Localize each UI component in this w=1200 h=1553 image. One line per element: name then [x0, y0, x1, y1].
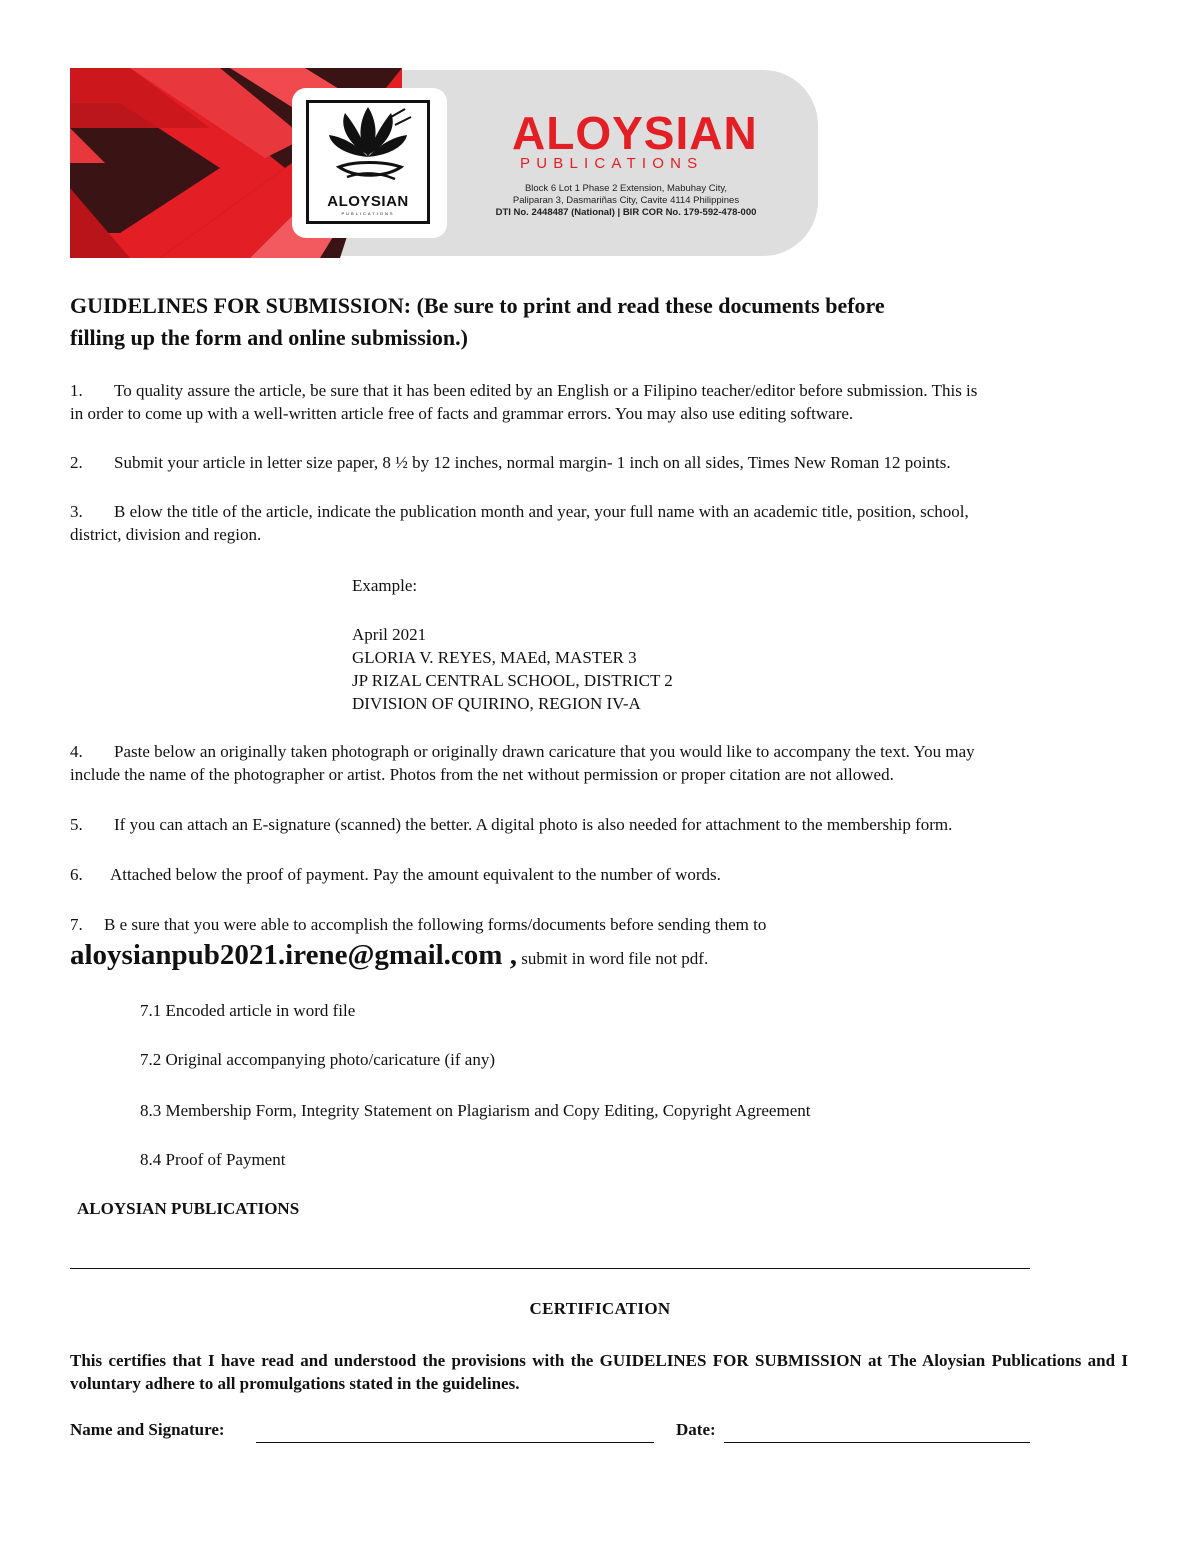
- heading-line-1: GUIDELINES FOR SUBMISSION: (Be sure to print and read these documents before: [70, 293, 885, 318]
- example-block: [352, 623, 673, 715]
- logo-mark: [306, 100, 430, 224]
- header-banner: [70, 68, 820, 258]
- item-text: include the name of the photographer or artist. Photos from the net without permission or proper citation are not allowed.: [70, 765, 894, 784]
- address-line-2: Paliparan 3, Dasmariñas City, Cavite 4114 Philippines: [512, 195, 740, 206]
- example-label: Example:: [352, 576, 418, 595]
- registration-line: DTI No. 2448487 (National) | BIR COR No. 179-592-478-000: [495, 207, 757, 218]
- example-line: JP RIZAL CENTRAL SCHOOL, DISTRICT 2: [352, 671, 673, 690]
- name-signature-field[interactable]: [256, 1442, 654, 1443]
- guideline-item-4: [70, 740, 1130, 786]
- submission-email-link[interactable]: aloysianpub2021.irene@gmail.com: [70, 939, 503, 971]
- example-line: GLORIA V. REYES, MAEd, MASTER 3: [352, 648, 637, 667]
- example-line: April 2021: [352, 625, 427, 644]
- guideline-item-7: [70, 913, 1130, 936]
- item-text: Submit your article in letter size paper, 8 ½ by 12 inches, normal margin- 1 inch on all sides, Times New Roman 12 points.: [114, 453, 951, 472]
- item-text: To quality assure the article, be sure that it has been edited by an English or a Filipino teacher/editor before submission. This is: [114, 381, 978, 400]
- guideline-item-5: [70, 813, 1130, 836]
- item-text: district, division and region.: [70, 525, 262, 544]
- guidelines-heading: [70, 290, 1130, 354]
- item-number: 6.: [70, 865, 83, 884]
- name-signature-label: Name and Signature:: [70, 1420, 225, 1439]
- guideline-item-3: [70, 500, 1130, 546]
- item-text: B e sure that you were able to accomplish the following forms/documents before sending them to: [104, 915, 767, 934]
- date-field[interactable]: [724, 1442, 1030, 1443]
- subitem: 8.3 Membership Form, Integrity Statement on Plagiarism and Copy Editing, Copyright Agreement: [140, 1101, 811, 1120]
- signoff-org-name: ALOYSIAN PUBLICATIONS: [77, 1199, 300, 1218]
- item-text: in order to come up with a well-written article free of facts and grammar errors. You may also use editing software.: [70, 404, 854, 423]
- section-divider: [70, 1268, 1030, 1269]
- item-text: B elow the title of the article, indicate the publication month and year, your full name with an academic title, position, school,: [114, 502, 969, 521]
- certification-text: This certifies that I have read and understood the provisions with the GUIDELINES FOR SUBMISSION at The Aloysian Publications and I voluntary adhere to all promulgations stated in the guidelines.: [70, 1351, 1128, 1393]
- subitem: 8.4 Proof of Payment: [140, 1150, 286, 1169]
- item-number: 4.: [70, 742, 83, 761]
- item-number: 7.: [70, 915, 83, 934]
- email-note: submit in word file not pdf.: [521, 949, 709, 968]
- logo-card: [292, 88, 447, 238]
- heading-line-2: filling up the form and online submission.): [70, 325, 468, 350]
- brand-subtitle: PUBLICATIONS: [520, 155, 704, 172]
- certification-title: CERTIFICATION: [529, 1299, 671, 1318]
- email-comma: ,: [502, 939, 517, 971]
- item-number: 1.: [70, 381, 83, 400]
- guideline-item-2: [70, 451, 1130, 474]
- item-text: If you can attach an E-signature (scanned) the better. A digital photo is also needed for attachment to the membership form.: [114, 815, 953, 834]
- item-number: 3.: [70, 502, 83, 521]
- item-text: Paste below an originally taken photograph or originally drawn caricature that you would like to accompany the text. You may: [114, 742, 975, 761]
- logo-wordmark: ALOYSIAN: [327, 193, 409, 210]
- guideline-item-6: [70, 863, 1130, 886]
- guideline-item-1: [70, 379, 1130, 425]
- item-text: Attached below the proof of payment. Pay the amount equivalent to the number of words.: [110, 865, 721, 884]
- lotus-emblem-icon: [309, 105, 427, 191]
- address-line-1: Block 6 Lot 1 Phase 2 Extension, Mabuhay City,: [524, 183, 728, 194]
- email-line: [70, 936, 1130, 978]
- example-line: DIVISION OF QUIRINO, REGION IV-A: [352, 694, 641, 713]
- date-label: Date:: [676, 1420, 716, 1439]
- logo-subtext: PUBLICATIONS: [341, 211, 395, 216]
- subitem: 7.1 Encoded article in word file: [140, 1001, 356, 1020]
- item-number: 5.: [70, 815, 83, 834]
- item-number: 2.: [70, 453, 83, 472]
- subitem: 7.2 Original accompanying photo/caricature (if any): [140, 1050, 495, 1069]
- brand-title: ALOYSIAN: [512, 107, 758, 159]
